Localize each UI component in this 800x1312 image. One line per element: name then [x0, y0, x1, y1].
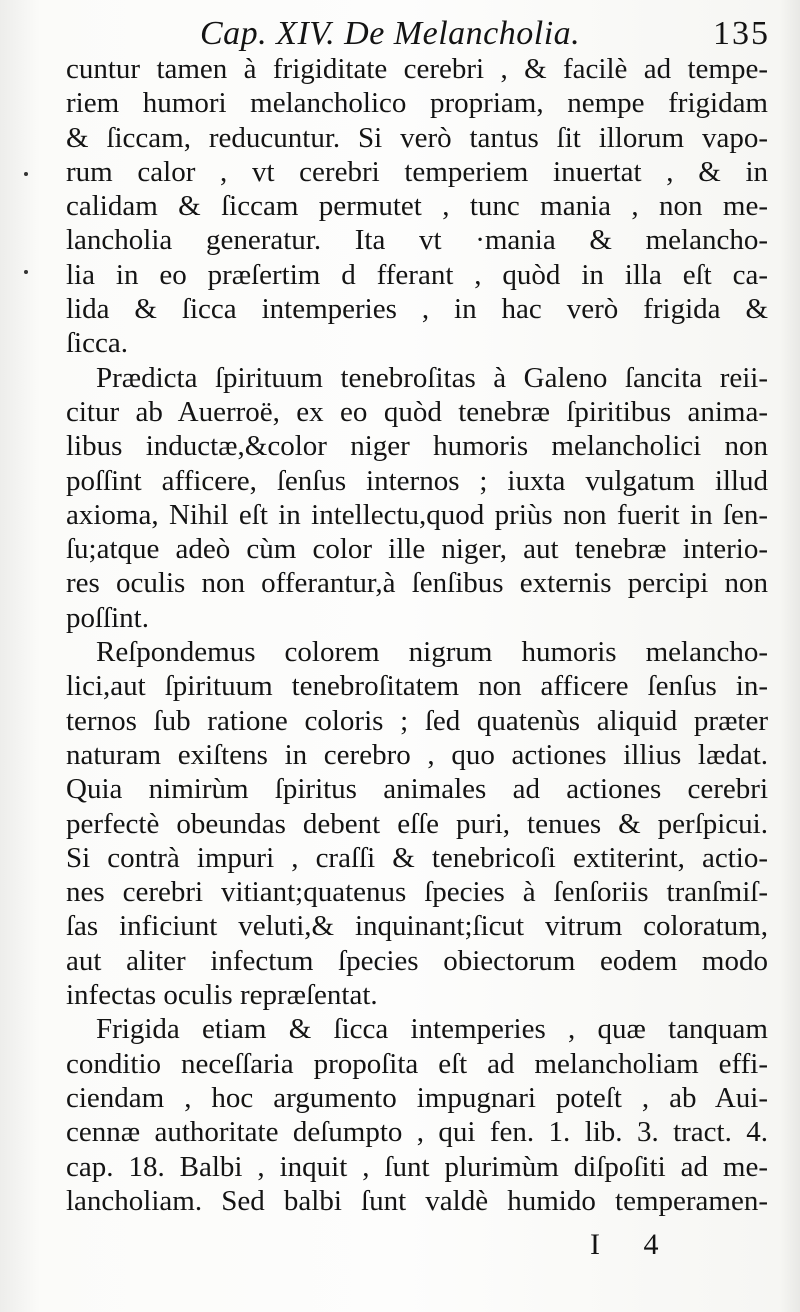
text-line: res oculis non offerantur,à ſenſibus externis percipi non — [66, 567, 768, 600]
text-line: Reſpondemus colorem nigrum humoris melancho- — [96, 636, 768, 669]
text-line: Prædicta ſpirituum tenebroſitas à Galeno ſancita reii- — [96, 361, 768, 394]
text-line: rum calor , vt cerebri temperiem inuertat , & in — [66, 155, 768, 188]
text-line: infectas oculis repræſentat. — [66, 979, 378, 1012]
text-line: aut aliter infectum ſpecies obiectorum eodem modo — [66, 944, 768, 977]
running-head: Cap. XIV. De Melancholia. — [200, 15, 581, 52]
text-line: citur ab Auerroë, ex eo quòd tenebræ ſpiritibus anima- — [66, 395, 768, 428]
text-line: ſu;atque adeò cùm color ille niger, aut tenebræ interio- — [66, 533, 768, 566]
text-line: cap. 18. Balbi , inquit , ſunt plurimùm diſpoſiti ad me- — [66, 1150, 768, 1183]
page-number: 135 — [713, 15, 770, 52]
text-line: poſſint. — [66, 601, 149, 634]
text-line: nes cerebri vitiant;quatenus ſpecies à ſenſoriis tranſmiſ- — [66, 876, 768, 909]
text-line: Frigida etiam & ſicca intemperies , quæ tanquam — [96, 1013, 768, 1046]
margin-dot — [24, 270, 28, 274]
text-line: lici,aut ſpirituum tenebroſitatem non afficere ſenſus in- — [66, 670, 768, 703]
text-line: cennæ authoritate deſumpto , qui fen. 1. lib. 3. tract. 4. — [66, 1116, 768, 1149]
text-line: calidam & ſiccam permutet , tunc mania , non me- — [66, 190, 768, 223]
text-line: cuntur tamen à frigiditate cerebri , & facilè ad tempe- — [66, 53, 768, 85]
text-line: conditio neceſſaria propoſita eſt ad melancholiam effi- — [66, 1047, 768, 1080]
text-line: riem humori melancholico propriam, nempe frigidam — [66, 87, 768, 120]
text-line: ſas inficiunt veluti,& inquinant;ſicut vitrum coloratum, — [66, 910, 768, 943]
text-line: lancholia generatur. Ita vt ·mania & melancho- — [66, 224, 768, 257]
signature-mark: I 4 — [590, 1228, 677, 1261]
text-line: lia in eo præſertim d fferant , quòd in illa eſt ca- — [66, 258, 768, 291]
body-text — [66, 52, 768, 1218]
text-line: & ſiccam, reducuntur. Si verò tantus ſit illorum vapo- — [66, 121, 768, 154]
text-line: lida & ſicca intemperies , in hac verò frigida & — [66, 293, 768, 326]
text-line: Quia nimirùm ſpiritus animales ad actiones cerebri — [66, 773, 768, 806]
text-line: ternos ſub ratione coloris ; ſed quatenùs aliquid præter — [66, 704, 768, 737]
text-line: perfectè obeundas debent eſſe puri, tenues & perſpicui. — [66, 807, 768, 840]
text-line: libus inductæ,&color niger humoris melancholici non — [66, 430, 768, 463]
margin-dot — [24, 172, 28, 176]
text-line: ciendam , hoc argumento impugnari poteſt , ab Aui- — [66, 1081, 768, 1114]
text-line: Si contrà impuri , craſſi & tenebricoſi extiterint, actio- — [66, 841, 768, 874]
text-line: poſſint afficere, ſenſus internos ; iuxta vulgatum illud — [66, 464, 768, 497]
text-line: naturam exiſtens in cerebro , quo actiones illius lædat. — [66, 738, 768, 771]
text-line: ſicca. — [66, 327, 128, 360]
text-line: lancholiam. Sed balbi ſunt valdè humido temperamen- — [66, 1184, 768, 1217]
text-line: axioma, Nihil eſt in intellectu,quod priùs non fuerit in ſen- — [66, 498, 768, 531]
